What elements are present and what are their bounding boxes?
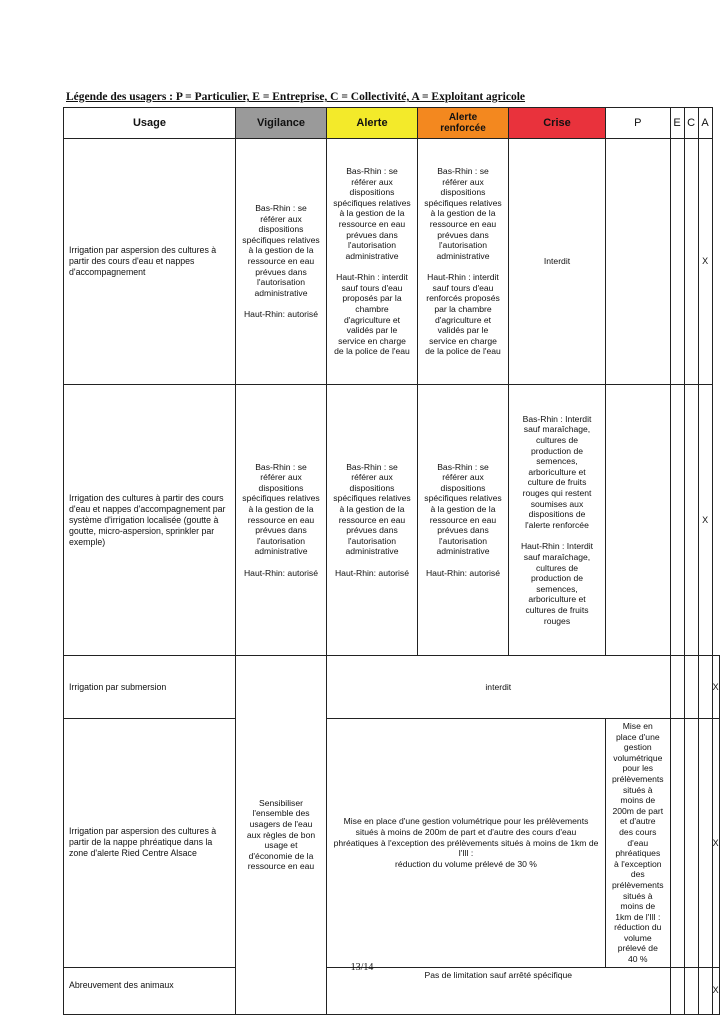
- header-vigilance: Vigilance: [236, 108, 327, 139]
- row4-crise-reduction: réduction du volume prélevé de 40 %: [614, 922, 662, 965]
- row2-alerte-basrhin: Bas-Rhin : se référer aux dispositions spécifiques relatives à la gestion de la ressource en eau prévues dans l'autorisation administrative: [333, 461, 411, 557]
- header-alerte-renforcee-line2: renforcée: [440, 123, 486, 134]
- row4-crise-text: Mise en place d'une gestion volumétrique pour les prélèvements situés à moins de 200m de part et d'autre des cours d'eau phréatiques à l'exception des prélèvements situés à moins de 1km de l'Ill :: [612, 721, 664, 922]
- row1-vigilance: [236, 139, 327, 385]
- row2-alerte-hautrhin: Haut-Rhin: autorisé: [334, 567, 410, 578]
- row1-vigilance-basrhin: Bas-Rhin : se référer aux dispositions spécifiques relatives à la gestion de la ressource en eau prévues dans l'autorisation administrative: [242, 203, 320, 298]
- row2-crise-basrhin: Bas-Rhin : Interdit sauf maraîchage, cultures de production de semences, arboriculture et culture de fruits rouges qui restent soumises aux dispositions de l'alerte renforcée: [522, 413, 592, 530]
- row1-crise: Interdit: [509, 139, 606, 385]
- header-alerte: Alerte: [327, 108, 418, 139]
- row5-p: [670, 967, 684, 1014]
- header-alerte-renforcee-line1: Alerte: [448, 112, 478, 123]
- row4-crise: [606, 719, 671, 968]
- row4-merged-text: Mise en place d'une gestion volumétrique pour les prélèvements situés à moins de 200m de part et d'autre des cours d'eau phréatiques à l'exception des prélèvements situés à moins de 1km de l'Ill :: [333, 816, 599, 859]
- row4-p: [670, 719, 684, 968]
- row4-merged-reduction: réduction du volume prélevé de 30 %: [395, 858, 537, 869]
- header-usage: Usage: [64, 108, 236, 139]
- row1-alerte: [327, 139, 418, 385]
- row1-p: [606, 139, 671, 385]
- row3-a: X: [712, 656, 719, 719]
- row2-alerte-renforcee: [418, 385, 509, 656]
- restrictions-table: [63, 107, 720, 1015]
- row5-usage: Abreuvement des animaux: [64, 967, 236, 1014]
- row2-alerte: [327, 385, 418, 656]
- row1-vigilance-hautrhin: Haut-Rhin: autorisé: [243, 309, 319, 320]
- header-row: [64, 108, 720, 139]
- header-e: E: [670, 108, 684, 139]
- row2-vigilance: [236, 385, 327, 656]
- row1-c: [684, 139, 698, 385]
- row5-merged: Pas de limitation sauf arrêté spécifique: [327, 967, 671, 1014]
- row4-merged: [327, 719, 606, 968]
- row3-merged: interdit: [327, 656, 671, 719]
- row2-crise: [509, 385, 606, 656]
- row1-usage: Irrigation par aspersion des cultures à partir des cours d'eau et nappes d'accompagnement: [64, 139, 236, 385]
- header-alerte-renforcee: [418, 108, 509, 139]
- row2-renforcee-basrhin: Bas-Rhin : se référer aux dispositions spécifiques relatives à la gestion de la ressource en eau prévues dans l'autorisation administrative: [424, 461, 502, 557]
- table-row: [64, 139, 720, 385]
- row2-a: X: [698, 385, 712, 656]
- row3-c: [698, 656, 712, 719]
- row3-usage: Irrigation par submersion: [64, 656, 236, 719]
- row5-c: [698, 967, 712, 1014]
- row2-e: [670, 385, 684, 656]
- row2-vigilance-basrhin: Bas-Rhin : se référer aux dispositions spécifiques relatives à la gestion de la ressource en eau prévues dans l'autorisation administrative: [242, 461, 320, 557]
- row1-renforcee-basrhin: Bas-Rhin : se référer aux dispositions spécifiques relatives à la gestion de la ressource en eau prévues dans l'autorisation administrative: [424, 165, 502, 261]
- row4-c: [698, 719, 712, 968]
- row4-usage: Irrigation par aspersion des cultures à partir de la nappe phréatique dans la zone d'alerte Ried Centre Alsace: [64, 719, 236, 968]
- row3-e: [684, 656, 698, 719]
- table-row: [64, 967, 720, 1014]
- row2-usage: Irrigation des cultures à partir des cours d'eau et nappes d'accompagnement par système d'irrigation localisée (goutte à goutte, micro-aspersion, sprinkler par exemple): [64, 385, 236, 656]
- header-crise: Crise: [509, 108, 606, 139]
- table-row: [64, 656, 720, 719]
- header-a: A: [698, 108, 712, 139]
- row2-p: [606, 385, 671, 656]
- row1-e: [670, 139, 684, 385]
- row1-renforcee-hautrhin: Haut-Rhin : interdit sauf tours d'eau renforcés proposés par la chambre d'agriculture et validés par le service en charge de la police de l'eau: [425, 272, 501, 357]
- row3-p: [670, 656, 684, 719]
- row1-alerte-basrhin: Bas-Rhin : se référer aux dispositions spécifiques relatives à la gestion de la ressource en eau prévues dans l'autorisation administrative: [333, 165, 411, 261]
- table-row: [64, 719, 720, 968]
- row1-a: X: [698, 139, 712, 385]
- header-c: C: [684, 108, 698, 139]
- header-p: P: [606, 108, 671, 139]
- row2-vigilance-hautrhin: Haut-Rhin: autorisé: [243, 567, 319, 578]
- row5-a: X: [712, 967, 719, 1014]
- legend: Légende des usagers : P = Particulier, E = Entreprise, C = Collectivité, A = Exploitant agricole: [66, 91, 526, 103]
- row4-e: [684, 719, 698, 968]
- row4-a: X: [712, 719, 719, 968]
- vigilance-shared: Sensibiliser l'ensemble des usagers de l'eau aux règles de bon usage et d'économie de la ressource en eau: [236, 656, 327, 1015]
- row2-c: [684, 385, 698, 656]
- row2-crise-hautrhin: Haut-Rhin : Interdit sauf maraîchage, cultures de production de semences, arboriculture et cultures de fruits rouges: [520, 541, 594, 626]
- row5-e: [684, 967, 698, 1014]
- row1-alerte-renforcee: [418, 139, 509, 385]
- page-number: 13/14: [350, 962, 374, 973]
- row2-renforcee-hautrhin: Haut-Rhin: autorisé: [425, 567, 501, 578]
- row1-alerte-hautrhin: Haut-Rhin : interdit sauf tours d'eau proposés par la chambre d'agriculture et validés par le service en charge de la police de l'eau: [334, 272, 410, 357]
- table-row: [64, 385, 720, 656]
